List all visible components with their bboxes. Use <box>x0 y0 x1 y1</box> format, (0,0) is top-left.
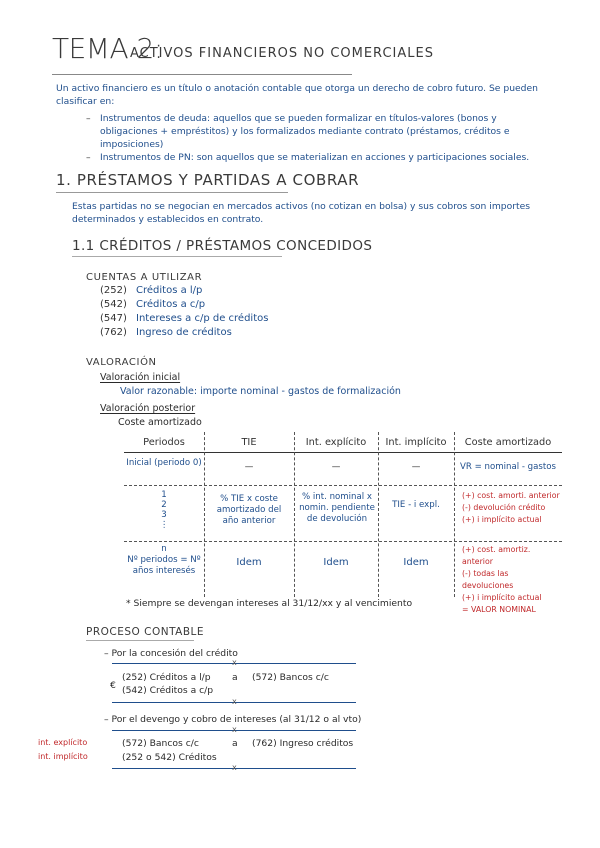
table-header-implicito: Int. implícito <box>385 437 447 448</box>
table-header-coste: Coste amortizado <box>464 437 552 448</box>
table-cell-implicito: TIE - i expl. <box>392 500 440 510</box>
table-cell-explicito: — <box>331 462 341 472</box>
journal-step-label: – Por el devengo y cobro de intereses (al 31/12 o al vto) <box>104 714 362 725</box>
valoracion-inicial-label: Valoración inicial <box>100 372 181 383</box>
table-cell-implicito: — <box>411 462 421 472</box>
proceso-underline <box>86 640 194 641</box>
journal-debit: (252) Créditos a l/p <box>122 672 211 683</box>
table-cell-coste: (+) cost. amorti. anterior (-) devolución crédito (+) i implícito actual <box>462 491 560 524</box>
valoracion-inicial-text: Valor razonable: importe nominal - gastos de formalización <box>120 386 401 397</box>
table-header-periodos: Periodos <box>143 437 185 448</box>
journal-credit: (572) Bancos c/c <box>252 672 329 683</box>
table-cell-coste: VR = nominal - gastos <box>460 462 556 472</box>
table-header-explicito: Int. explícito <box>305 437 367 448</box>
proceso-heading: PROCESO CONTABLE <box>86 626 205 638</box>
intro-paragraph: Un activo financiero es un título o anotación contable que otorga un derecho de cobro futuro. Se pueden clasificar en: <box>56 83 538 107</box>
cuentas-heading: CUENTAS A UTILIZAR <box>86 272 203 283</box>
list-item: (252) Créditos a l/p <box>100 285 203 296</box>
table-cell-periodo: 1 2 3 ⋮ <box>159 490 169 530</box>
table-cell-periodo: Inicial (periodo 0) <box>126 458 202 468</box>
page-title: TEMA 2: <box>52 32 163 65</box>
journal-debit: (572) Bancos c/c <box>122 738 199 749</box>
journal-amount-mark: € <box>110 680 116 691</box>
journal-debit: (252 o 542) Créditos <box>122 752 217 763</box>
table-header-tie: TIE <box>241 437 257 448</box>
table-col-divider <box>294 432 295 597</box>
section-paragraph: Estas partidas no se negocian en mercados activos (no cotizan en bolsa) y sus cobros son importes determinados y establecidos en contrato. <box>72 201 531 225</box>
bullet-list <box>86 112 546 164</box>
table-cell-tie: % TIE x coste amortizado del año anterior <box>216 494 282 526</box>
coste-amortizado-label: Coste amortizado <box>118 417 202 428</box>
list-item: (542) Créditos a c/p <box>100 299 206 310</box>
journal-x-mark: x <box>232 725 237 734</box>
table-col-divider <box>204 432 205 597</box>
section-underline <box>56 192 288 193</box>
journal-x-mark: x <box>232 763 237 772</box>
page-subtitle: ACTIVOS FINANCIEROS NO COMERCIALES <box>130 46 434 61</box>
list-item: (547) Intereses a c/p de créditos <box>100 313 269 324</box>
table-header-rule <box>124 452 562 453</box>
table-col-divider <box>378 432 379 597</box>
journal-separator: a <box>232 672 238 683</box>
table-cell-explicito: Idem <box>323 557 349 568</box>
valoracion-posterior-label: Valoración posterior <box>100 403 196 414</box>
table-cell-coste: (+) cost. amortiz. anterior (-) todas las devoluciones (+) i implícito actual = VALOR NOMINAL <box>462 545 542 614</box>
journal-step-label: – Por la concesión del crédito <box>104 648 238 659</box>
table-cell-explicito: % int. nominal x nomin. pendiente de devolución <box>299 492 375 524</box>
cuentas-list <box>100 284 268 340</box>
journal-x-mark: x <box>232 658 237 667</box>
note-text: * Siempre se devengan intereses al 31/12/xx y al vencimiento <box>126 598 413 609</box>
table-cell-periodo: n Nº periodos = Nº años interesés <box>127 544 201 576</box>
section-heading: 1. PRÉSTAMOS Y PARTIDAS A COBRAR <box>56 171 360 189</box>
journal-tag-explicito: int. explícito <box>38 738 88 747</box>
valoracion-heading: VALORACIÓN <box>86 357 157 368</box>
subsection-heading: 1.1 CRÉDITOS / PRÉSTAMOS CONCEDIDOS <box>72 238 373 254</box>
journal-credit: (762) Ingreso créditos <box>252 738 354 749</box>
journal-separator: a <box>232 738 238 749</box>
title-underline <box>52 74 352 75</box>
subsection-underline <box>72 256 282 257</box>
list-item: (762) Ingreso de créditos <box>100 327 232 338</box>
table-row-divider <box>124 541 562 542</box>
journal-debit: (542) Créditos a c/p <box>122 685 214 696</box>
table-cell-implicito: Idem <box>403 557 429 568</box>
table-cell-tie: Idem <box>236 557 262 568</box>
bullet-item-deuda: – Instrumentos de deuda: aquellos que se pueden formalizar en títulos-valores (bonos y obligaciones + empréstitos) y los formalizados mediante contrato (préstamos, créditos e imposiciones) <box>86 112 546 151</box>
table-col-divider <box>454 432 455 597</box>
table-row-divider <box>124 485 562 486</box>
bullet-item-pn: – Instrumentos de PN: son aquellos que se materializan en acciones y participaciones sociales. <box>86 151 546 164</box>
table-cell-tie: — <box>244 462 254 472</box>
journal-tag-implicito: int. implícito <box>38 752 88 761</box>
journal-x-mark: x <box>232 697 237 706</box>
